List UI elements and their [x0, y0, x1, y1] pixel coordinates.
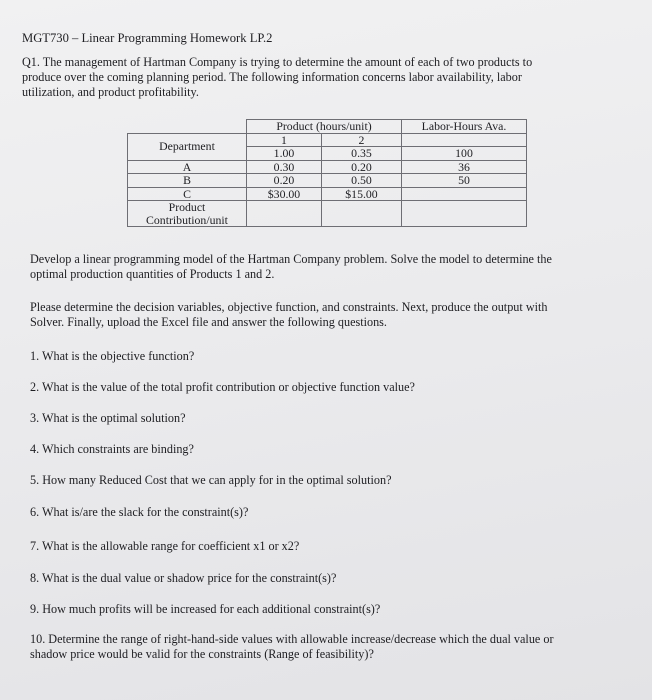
table-row — [128, 160, 527, 174]
table-row — [128, 120, 527, 134]
question-item — [30, 539, 299, 554]
question-text: 3. What is the optimal solution? — [30, 411, 186, 425]
department-header: Department — [128, 133, 247, 160]
table-row — [128, 187, 527, 201]
question-item — [30, 380, 415, 395]
contribution-label-cell — [128, 201, 247, 227]
table-cell: 1.00 — [247, 147, 322, 161]
question-text: 1. What is the objective function? — [30, 349, 195, 363]
question-text: shadow price would be valid for the constraints (Range of feasibility)? — [30, 646, 374, 661]
instructions-paragraph — [30, 300, 630, 329]
table-cell: 100 — [402, 147, 527, 161]
paragraph-line: Solver. Finally, upload the Excel file and answer the following questions. — [30, 314, 387, 329]
table-cell: 0.20 — [247, 174, 322, 188]
table-cell-empty — [402, 201, 527, 227]
department-cell: B — [128, 174, 247, 188]
table-cell: 0.50 — [322, 174, 402, 188]
table-cell-empty — [128, 120, 247, 134]
question-item — [30, 632, 554, 661]
question-text: 7. What is the allowable range for coefficient x1 or x2? — [30, 539, 300, 553]
question-item — [30, 602, 380, 617]
question-item — [30, 442, 194, 457]
table-cell: 50 — [402, 174, 527, 188]
table-row — [128, 174, 527, 188]
question-item — [30, 505, 248, 520]
contribution-label: Product — [168, 200, 206, 214]
paragraph-line: Please determine the decision variables, objective function, and constraints. Next, produce the output with — [30, 300, 548, 314]
question-text: 10. Determine the range of right-hand-side values with allowable increase/decrease which the dual value or — [30, 632, 554, 646]
table-row — [128, 133, 527, 147]
table-cell: 36 — [402, 160, 527, 174]
table-cell-empty — [402, 133, 527, 147]
table-cell-empty — [402, 187, 527, 201]
question-item — [30, 473, 392, 488]
intro-line: produce over the coming planning period. The following information concerns labor availability, labor — [22, 70, 522, 84]
table-cell: 0.30 — [247, 160, 322, 174]
question-intro — [22, 55, 622, 100]
question-text: 6. What is/are the slack for the constraint(s)? — [30, 505, 249, 519]
intro-line: utilization, and product profitability. — [22, 85, 199, 99]
table-row — [128, 201, 527, 227]
question-item — [30, 411, 186, 426]
labor-hours-header: Labor-Hours Ava. — [402, 120, 527, 134]
product-number-cell: 1 — [247, 133, 322, 147]
product-number-cell: 2 — [322, 133, 402, 147]
labor-table — [127, 119, 527, 227]
paragraph-line: optimal production quantities of Products 1 and 2. — [30, 266, 275, 281]
table-cell: $30.00 — [247, 187, 322, 201]
instructions-paragraph — [30, 252, 630, 281]
intro-line: Q1. The management of Hartman Company is trying to determine the amount of each of two products to — [22, 55, 533, 69]
table-cell: $15.00 — [322, 187, 402, 201]
question-text: 8. What is the dual value or shadow price for the constraint(s)? — [30, 571, 337, 585]
table-cell-empty — [322, 201, 402, 227]
table-cell-empty — [247, 201, 322, 227]
table-cell: 0.20 — [322, 160, 402, 174]
question-text: 9. How much profits will be increased for each additional constraint(s)? — [30, 602, 381, 616]
document-header: MGT730 – Linear Programming Homework LP.2 — [22, 31, 273, 45]
question-text: 5. How many Reduced Cost that we can apply for in the optimal solution? — [30, 473, 392, 487]
question-item — [30, 571, 336, 586]
question-text: 4. Which constraints are binding? — [30, 442, 194, 456]
department-cell: A — [128, 160, 247, 174]
table-cell: 0.35 — [322, 147, 402, 161]
question-item — [30, 349, 194, 364]
paragraph-line: Develop a linear programming model of the Hartman Company problem. Solve the model to determine the — [30, 252, 552, 266]
question-text: 2. What is the value of the total profit contribution or objective function value? — [30, 380, 415, 394]
contribution-label: Contribution/unit — [146, 212, 228, 227]
product-hours-header: Product (hours/unit) — [247, 120, 402, 134]
department-cell: C — [128, 187, 247, 201]
